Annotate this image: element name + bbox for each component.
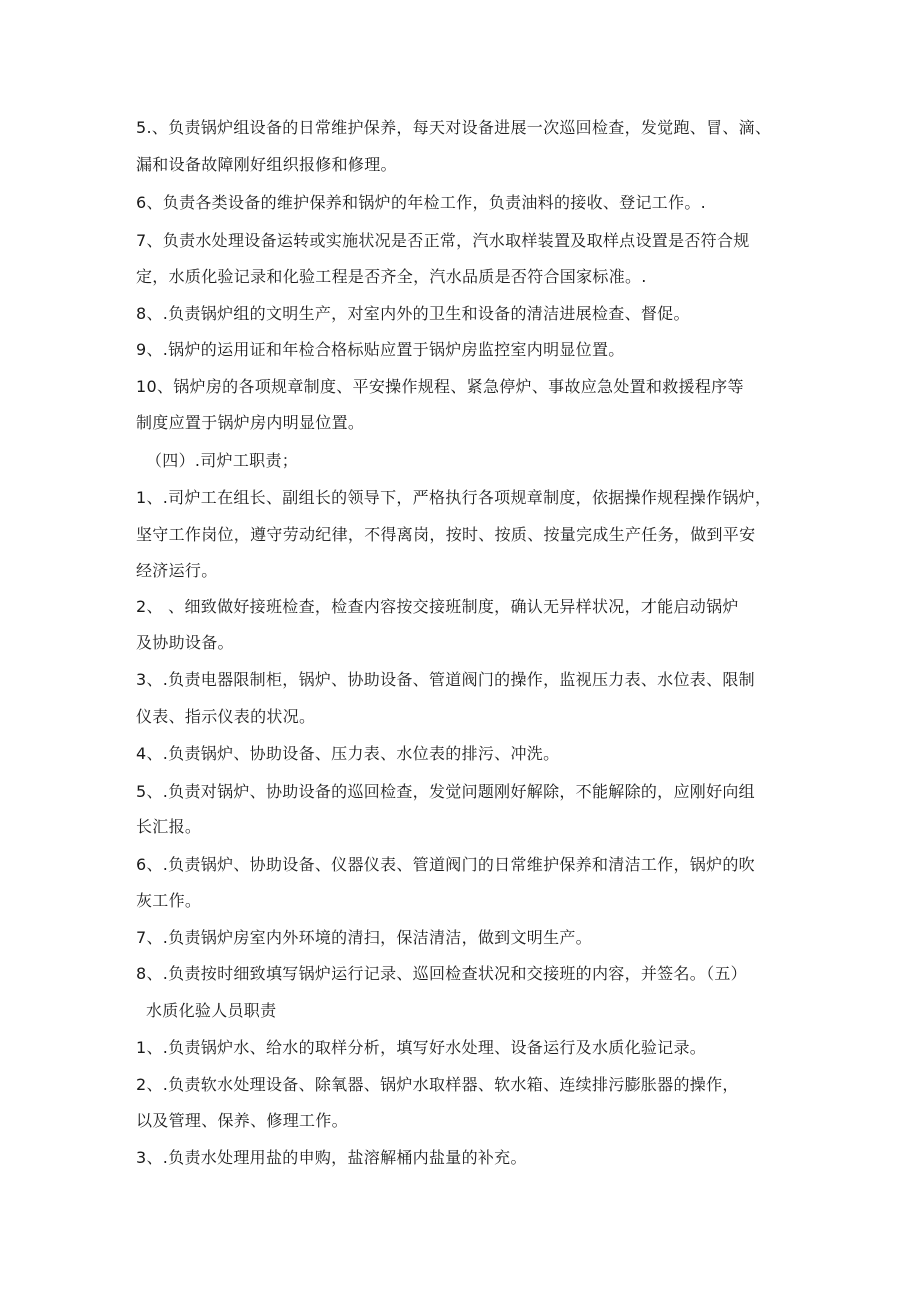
paragraph-line: 4、.负责锅炉、协助设备、压力表、水位表的排污、冲洗。 [136,744,560,763]
paragraph-line: 仪表、指示仪表的状况。 [136,707,316,726]
paragraph-line: 5、.负责对锅炉、协助设备的巡回检查，发觉问题刚好解除，不能解除的，应刚好向组 [136,782,755,801]
paragraph-line: 9、.锅炉的运用证和年检合格标贴应置于锅炉房监控室内明显位置。 [136,340,625,359]
paragraph-line: 经济运行。 [136,561,218,580]
paragraph-line: 灰工作。 [136,891,202,910]
section-heading: （四）.司炉工职责； [146,451,299,470]
paragraph-line: 1、.司炉工在组长、副组长的领导下，严格执行各项规章制度，依据操作规程操作锅炉， [136,488,772,507]
section-heading: 水质化验人员职责 [146,1001,277,1020]
paragraph-line: 7、负责水处理设备运转或实施状况是否正常，汽水取样装置及取样点设置是否符合规 [136,231,750,250]
paragraph-line: 6、负责各类设备的维护保养和锅炉的年检工作，负责油料的接收、登记工作。. [136,193,707,212]
paragraph-line: 定，水质化验记录和化验工程是否齐全，汽水品质是否符合国家标准。. [136,267,647,286]
paragraph-line: 漏和设备故障刚好组织报修和修理。 [136,155,397,174]
paragraph-line: 10、锅炉房的各项规章制度、平安操作规程、紧急停炉、事故应急处置和救援程序等 [136,377,744,396]
paragraph-line: 5.、负责锅炉组设备的日常维护保养，每天对设备进展一次巡回检查，发觉跑、冒、滴、 [136,118,772,137]
paragraph-line: 1、.负责锅炉水、给水的取样分析，填写好水处理、设备运行及水质化验记录。 [136,1038,707,1057]
paragraph-line: 以及管理、保养、修理工作。 [136,1111,348,1130]
paragraph-line: 2、 、细致做好接班检查，检查内容按交接班制度，确认无异样状况，才能启动锅炉 [136,597,739,616]
paragraph-line: 7、.负责锅炉房室内外环境的清扫，保洁清洁，做到文明生产。 [136,928,592,947]
paragraph-line: 制度应置于锅炉房内明显位置。 [136,413,365,432]
paragraph-line: 8、.负责锅炉组的文明生产，对室内外的卫生和设备的清洁进展检查、督促。 [136,304,690,323]
paragraph-line: 长汇报。 [136,817,202,836]
paragraph-line: 3、.负责水处理用盐的申购，盐溶解桶内盐量的补充。 [136,1148,527,1167]
paragraph-line: 8、.负责按时细致填写锅炉运行记录、巡回检查状况和交接班的内容，并签名。（五） [136,964,747,983]
paragraph-line: 3、.负责电器限制柜，锅炉、协助设备、管道阀门的操作，监视压力表、水位表、限制 [136,670,755,689]
paragraph-line: 坚守工作岗位，遵守劳动纪律，不得离岗，按时、按质、按量完成生产任务，做到平安 [136,525,756,544]
paragraph-line: 6、.负责锅炉、协助设备、仪器仪表、管道阀门的日常维护保养和清洁工作，锅炉的吹 [136,855,755,874]
paragraph-line: 及协助设备。 [136,633,234,652]
paragraph-line: 2、.负责软水处理设备、除氧器、锅炉水取样器、软水箱、连续排污膨胀器的操作， [136,1075,739,1094]
